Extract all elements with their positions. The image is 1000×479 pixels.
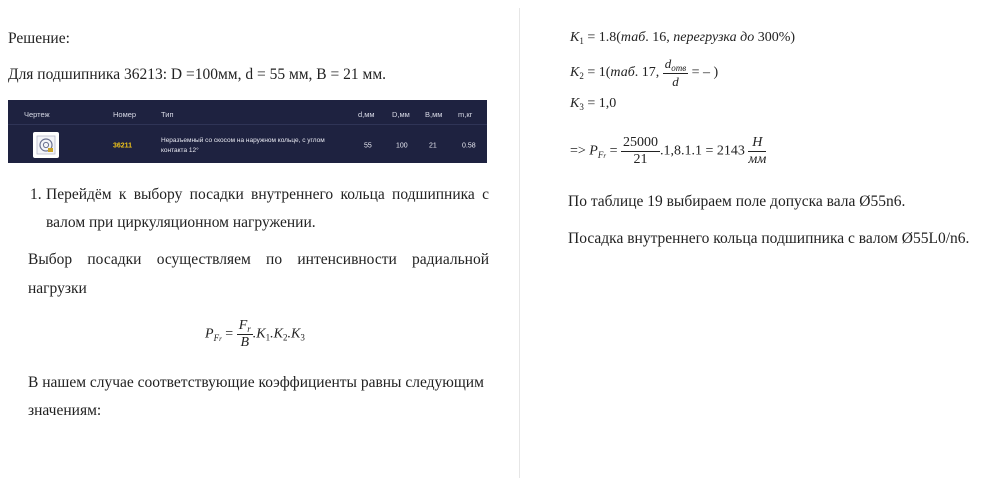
value-m: 0.58 bbox=[462, 142, 476, 150]
value-B: 21 bbox=[429, 142, 437, 150]
bearing-type: Неразъемный со скосом на наружном кольце, с углом контакта 12° bbox=[161, 137, 325, 154]
bearing-number: 36211 bbox=[113, 142, 133, 150]
header-drawing: Чертеж bbox=[24, 110, 50, 119]
column-divider bbox=[519, 8, 520, 478]
tolerance-field-line: По таблице 19 выбираем поле допуска вала Ø55n6. bbox=[568, 193, 906, 210]
k1-value: $K_1 = 1.8(таб$. 16, перегрузка до 300%) bbox=[570, 30, 796, 46]
list-item-number: 1. bbox=[30, 186, 42, 203]
table-row-separator bbox=[8, 124, 487, 125]
bearing-icon bbox=[36, 135, 56, 155]
formula-intensity: $P_{Fr}$ = $\frac{F_r}{B}$ $.K_1.K_2.K_3$ bbox=[205, 318, 305, 350]
bearing-drawing-thumbnail[interactable] bbox=[33, 132, 59, 158]
fit-result-line: Посадка внутреннего кольца подшипника с валом Ø55L0/n6. bbox=[568, 230, 970, 247]
solution-heading: Решение: bbox=[8, 30, 70, 47]
paragraph-1-line-2: нагрузки bbox=[28, 280, 87, 297]
value-d: 55 bbox=[364, 142, 372, 150]
bearing-table bbox=[8, 100, 487, 163]
paragraph-2-line-2: значениям: bbox=[28, 402, 102, 419]
result-formula: => $P_{Fr}$ = $\frac{25000}{21}$ .1,8.1.1 = 2143 $\frac{Н}{мм}$ bbox=[570, 135, 767, 167]
k3-value: $K_3 = 1,0$ bbox=[570, 96, 617, 112]
header-d: d,мм bbox=[358, 110, 375, 119]
list-item-line-2: валом при циркуляционном нагружении. bbox=[46, 214, 316, 231]
header-type: Тип bbox=[161, 110, 174, 119]
header-B: B,мм bbox=[425, 110, 443, 119]
k2-value: $K_2 = 1(таб$. 17, $\frac{d_{отв}}{d}$ = – ) bbox=[570, 56, 719, 89]
header-m: m,кг bbox=[458, 110, 473, 119]
list-item-line-1: Перейдём к выбору посадки внутреннего кольца подшипника с bbox=[46, 186, 489, 203]
paragraph-2-line-1: В нашем случае соответствующие коэффициенты равны следующим bbox=[28, 374, 484, 391]
header-D: D,мм bbox=[392, 110, 410, 119]
paragraph-1-line-1: Выбор посадки осуществляем по интенсивности радиальной bbox=[28, 251, 489, 268]
header-number: Номер bbox=[113, 110, 137, 119]
value-D: 100 bbox=[396, 142, 408, 150]
bearing-parameters: Для подшипника 36213: D =100мм, d = 55 мм, B = 21 мм. bbox=[8, 66, 387, 83]
